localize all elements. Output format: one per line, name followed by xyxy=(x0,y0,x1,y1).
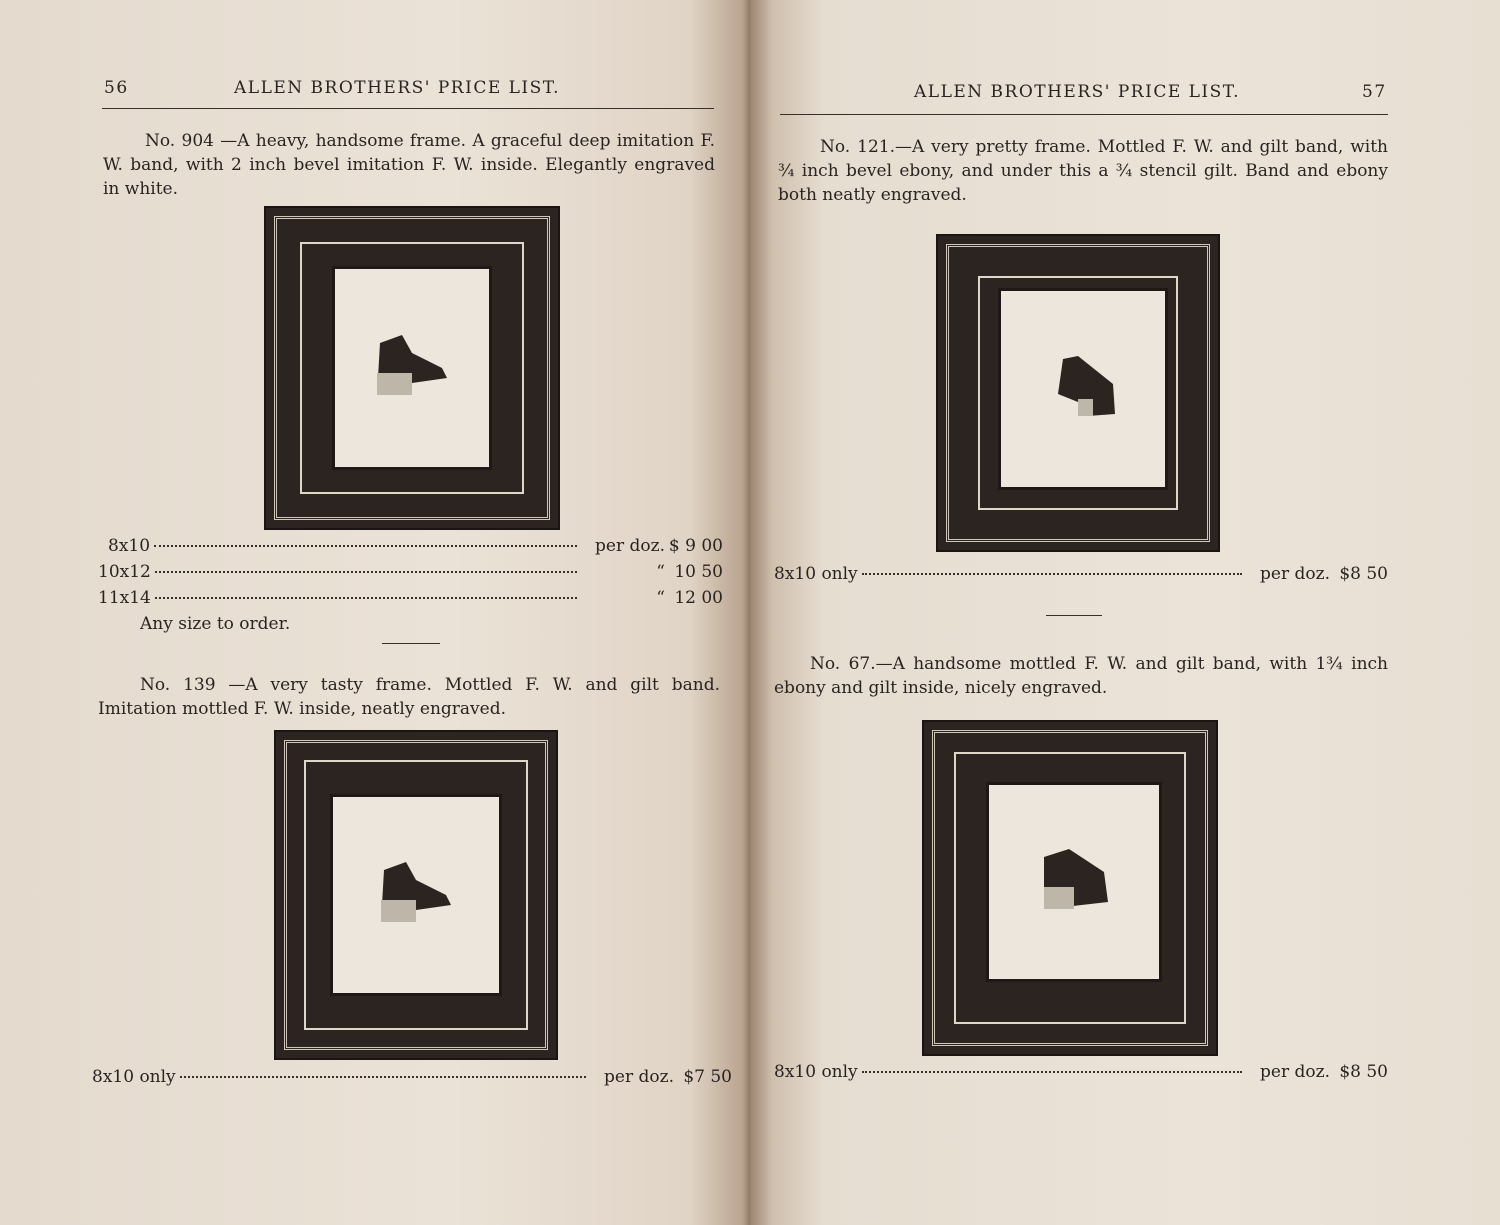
header-rule xyxy=(780,114,1388,115)
item-67-description: No. 67.—A handsome mottled F. W. and gilt band, with 1¾ inch ebony and gilt inside, nicely engraved. xyxy=(774,654,1388,698)
molding-profile-icon xyxy=(1034,847,1114,917)
price-row: 8x10 only per doz. $8 50 xyxy=(774,564,1388,584)
item-904-description: No. 904 —A heavy, handsome frame. A graceful deep imitation F. W. band, with 2 inch bevel imitation F. W. inside. Elegantly engraved in white. xyxy=(103,131,715,199)
page-number: 56 xyxy=(104,78,129,98)
frame-121-illustration xyxy=(936,234,1220,552)
molding-profile-icon xyxy=(376,860,456,930)
item-139-description: No. 139 —A very tasty frame. Mottled F. W. and gilt band. Imitation mottled F. W. inside, neatly engraved. xyxy=(98,675,720,719)
frame-139-illustration xyxy=(274,730,558,1060)
price-row: 8x10 per doz. $ 9 00 xyxy=(108,536,723,556)
price-row: 11x14 “ 12 00 xyxy=(98,588,723,608)
frame-67-illustration xyxy=(922,720,1218,1056)
price-row: 8x10 only per doz. $7 50 xyxy=(92,1067,732,1087)
page-number: 57 xyxy=(1362,82,1387,102)
separator xyxy=(1046,615,1102,616)
molding-profile-icon xyxy=(1043,354,1123,424)
running-header: ALLEN BROTHERS' PRICE LIST. xyxy=(234,78,561,98)
item-121-description: No. 121.—A very pretty frame. Mottled F. W. and gilt band, with ¾ inch bevel ebony, and under this a ¾ stencil gilt. Band and ebony both neatly engraved. xyxy=(778,137,1388,205)
molding-profile-icon xyxy=(372,333,452,403)
frame-904-illustration xyxy=(264,206,560,530)
price-row: 10x12 “ 10 50 xyxy=(98,562,723,582)
separator xyxy=(382,643,440,644)
header-rule xyxy=(102,108,714,109)
size-note: Any size to order. xyxy=(140,614,291,634)
right-page xyxy=(750,0,1500,1225)
running-header: ALLEN BROTHERS' PRICE LIST. xyxy=(914,82,1241,102)
price-row: 8x10 only per doz. $8 50 xyxy=(774,1062,1388,1082)
